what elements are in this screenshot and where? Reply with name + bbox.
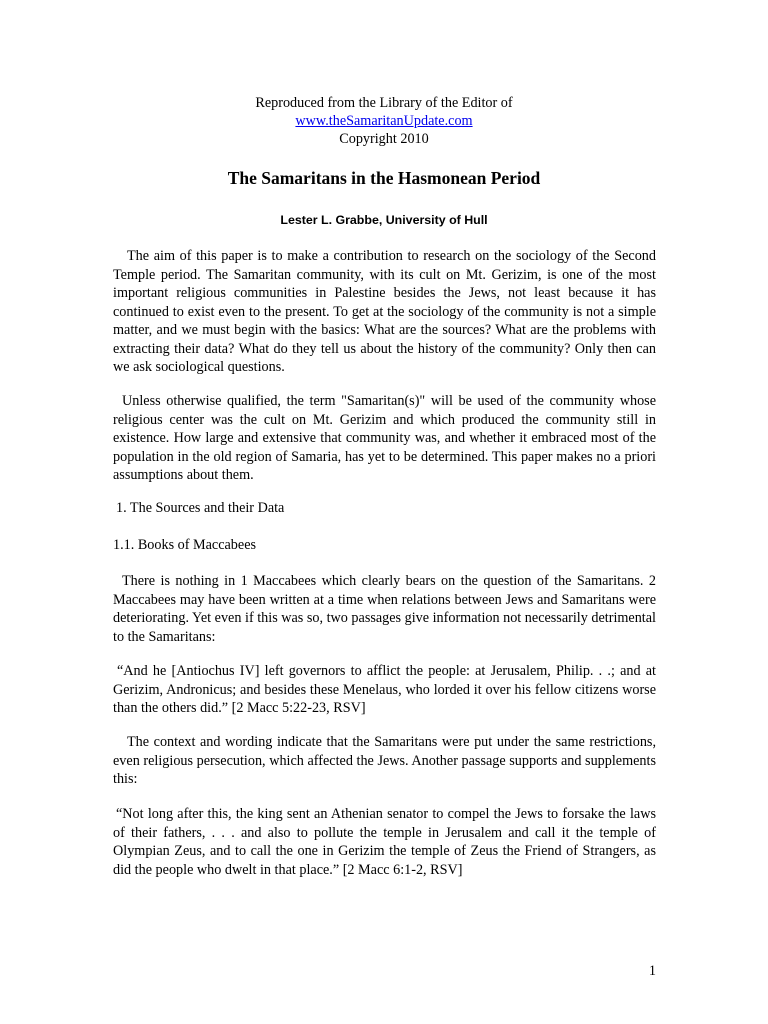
section-heading-sources: 1. The Sources and their Data	[116, 500, 285, 516]
paragraph-context: The context and wording indicate that the Samaritans were put under the same restrictions, even religious persecution, which affected the Jews. Another passage supports and supplements this:	[113, 734, 656, 787]
header-line: Reproduced from the Library of the Editor of	[255, 95, 513, 111]
subsection-heading-maccabees: 1.1. Books of Maccabees	[113, 537, 257, 553]
quotation-2macc-6: “Not long after this, the king sent an Athenian senator to compel the Jews to forsake the laws of their fathers, . . . and also to pollute the temple in Jerusalem and call it the temple of Olympian Zeus, and to call the one in Gerizim the temple of Zeus the Friend of Strangers, as did the people who dwelt in that place.” [2 Macc 6:1-2, RSV]	[113, 806, 656, 878]
paragraph-maccabees: There is nothing in 1 Maccabees which clearly bears on the question of the Samaritans. 2 Maccabees may have been written at a time when relations between Jews and Samaritans were deteriorating. Yet even if this was so, two passages give information not necessarily detrimental to the Samaritans:	[113, 573, 656, 645]
header-link-row	[0, 112, 768, 131]
paragraph-intro: The aim of this paper is to make a contribution to research on the sociology of the Second Temple period. The Samaritan community, with its cult on Mt. Gerizim, is one of the most important religious communities in Palestine besides the Jews, not least because it has continued to exist even to the present. To get at the sociology of the community is not a simple matter, and we must begin with the basics: What are the sources? What are the problems with extracting their data? What do they tell us about the history of the community? Only then can we ask sociological questions.	[113, 248, 656, 375]
page-number: 1	[648, 963, 656, 979]
website-link[interactable]: www.theSamaritanUpdate.com	[295, 113, 473, 129]
author-line: Lester L. Grabbe, University of Hull	[280, 213, 488, 227]
quotation-2macc-5: “And he [Antiochus IV] left governors to afflict the people: at Jerusalem, Philip. . .; and at Gerizim, Andronicus; and besides these Menelaus, who lorded it over his fellow citizens worse than the others did.” [2 Macc 5:22-23, RSV]	[113, 663, 656, 716]
document-title: The Samaritans in the Hasmonean Period	[227, 168, 541, 188]
paragraph-definition: Unless otherwise qualified, the term "Samaritan(s)" will be used of the community whose religious center was the cult on Mt. Gerizim and which produced the community still in existence. How large and extensive that community was, and whether it embraced most of the population in the old region of Samaria, has yet to be determined. This paper makes no a priori assumptions about them.	[113, 393, 656, 483]
copyright-line: Copyright 2010	[339, 131, 429, 147]
